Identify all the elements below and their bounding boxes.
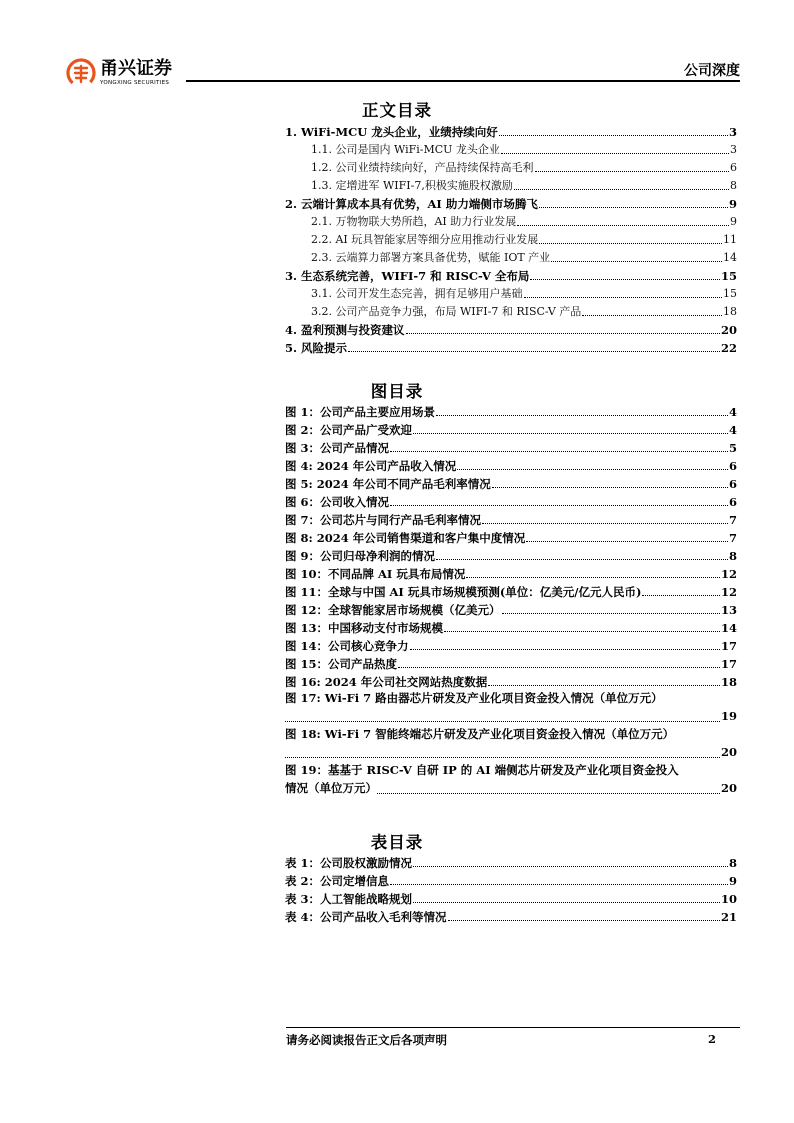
toc-entry-text: 1.2. 公司业绩持续向好，产品持续保持高毛利	[311, 161, 534, 174]
toc-entry-text: 3.1. 公司开发生态完善，拥有足够用户基础	[311, 287, 523, 300]
figure-entry-text: 图 5: 2024 年公司不同产品毛利率情况	[285, 477, 491, 491]
figure-entry-page: 6	[728, 459, 737, 473]
figure-entry[interactable]	[285, 725, 737, 761]
figure-entry-page: 7	[728, 513, 737, 527]
figure-entry-page: 8	[728, 549, 737, 563]
dot-leader	[444, 631, 720, 632]
dot-leader	[517, 225, 729, 226]
figure-entry-text: 图 6：公司收入情况	[285, 495, 390, 509]
report-category: 公司深度	[684, 63, 740, 79]
table-entry[interactable]	[285, 870, 737, 888]
dot-leader	[488, 685, 720, 686]
toc-entry[interactable]	[285, 139, 737, 157]
disclaimer-note: 请务必阅读报告正文后各项声明	[286, 1033, 447, 1047]
toc-entry[interactable]	[285, 301, 737, 319]
dot-leader	[448, 920, 720, 921]
table-entry-page: 21	[720, 910, 737, 924]
toc-entry-text: 3.2. 公司产品竞争力强，布局 WIFI-7 和 RISC-V 产品	[311, 305, 582, 318]
toc-entry-text: 1.3. 定增进军 WIFI-7,积极实施股权激励	[311, 179, 513, 192]
figure-entry-text: 图 8: 2024 年公司销售渠道和客户集中度情况	[285, 531, 526, 545]
toc-entry-page: 22	[720, 341, 737, 355]
toc-list	[285, 121, 737, 355]
figure-entry-text: 图 19：基基于 RISC-V 自研 IP 的 AI 端侧芯片研发及产业化项目资金投入	[285, 763, 679, 777]
dot-leader	[539, 207, 728, 208]
toc-title: 正文目录	[362, 101, 432, 120]
dot-leader	[642, 595, 720, 596]
brand-logo-icon	[66, 58, 96, 88]
toc-entry-page: 18	[723, 305, 737, 318]
table-entry-page: 8	[728, 856, 737, 870]
dot-leader	[398, 667, 720, 668]
toc-entry[interactable]	[285, 211, 737, 229]
figure-entry-text: 图 17: Wi-Fi 7 路由器芯片研发及产业化项目资金投入情况（单位万元）	[285, 691, 663, 705]
figure-entry[interactable]	[285, 671, 737, 689]
figure-entry-text: 图 15：公司产品热度	[285, 657, 398, 671]
figure-entry-text: 图 18: Wi-Fi 7 智能终端芯片研发及产业化项目资金投入情况（单位万元）	[285, 727, 675, 741]
figure-entry-page: 20	[720, 781, 737, 795]
toc-entry-page: 8	[730, 179, 737, 192]
toc-entry[interactable]	[285, 157, 737, 175]
figure-entry-page: 6	[728, 495, 737, 509]
toc-entry[interactable]	[285, 175, 737, 193]
dot-leader	[436, 559, 728, 560]
dot-leader	[535, 171, 730, 172]
dot-leader	[466, 577, 720, 578]
dot-leader	[410, 649, 720, 650]
figure-entry[interactable]	[285, 473, 737, 491]
figures-list	[285, 401, 737, 797]
toc-entry-page: 3	[728, 125, 737, 139]
figure-entry[interactable]	[285, 617, 737, 635]
figure-entry-text: 图 9：公司归母净利润的情况	[285, 549, 436, 563]
toc-entry-page: 11	[723, 233, 737, 246]
figure-entry-page: 4	[728, 423, 737, 437]
toc-entry[interactable]	[285, 283, 737, 301]
figure-entry[interactable]	[285, 437, 737, 455]
toc-entry[interactable]	[285, 193, 737, 211]
toc-entry[interactable]	[285, 229, 737, 247]
figure-entry-page: 5	[728, 441, 737, 455]
table-entry[interactable]	[285, 888, 737, 906]
toc-entry-text: 2. 云端计算成本具有优势，AI 助力端侧市场腾飞	[285, 197, 538, 211]
figure-entry-page: 4	[728, 405, 737, 419]
figure-entry-page: 17	[720, 657, 737, 671]
table-entry-page: 10	[720, 892, 737, 906]
table-entry-text: 表 1：公司股权激励情况	[285, 856, 413, 870]
tables-list	[285, 852, 737, 924]
dot-leader	[530, 279, 720, 280]
toc-entry-page: 6	[730, 161, 737, 174]
figure-entry-page: 13	[720, 603, 737, 617]
figure-entry-page: 7	[728, 531, 737, 545]
dot-leader	[406, 333, 720, 334]
figure-entry-text: 图 11：全球与中国 AI 玩具市场规模预测(单位：亿美元/亿元人民币)	[285, 585, 642, 599]
table-entry-text: 表 3：人工智能战略规划	[285, 892, 413, 906]
footer-rule	[286, 1027, 740, 1028]
dot-leader	[390, 884, 728, 885]
figure-entry[interactable]	[285, 491, 737, 509]
figure-entry-text: 图 12：全球智能家居市场规模（亿美元）	[285, 603, 501, 617]
figure-entry-text: 图 7：公司芯片与同行产品毛利率情况	[285, 513, 482, 527]
figures-title: 图目录	[370, 382, 424, 401]
toc-entry-page: 9	[728, 197, 737, 211]
dot-leader	[285, 757, 720, 758]
figure-entry-page: 14	[720, 621, 737, 635]
toc-entry-page: 20	[720, 323, 737, 337]
table-entry-text: 表 2：公司定增信息	[285, 874, 390, 888]
figure-entry[interactable]	[285, 401, 737, 419]
dot-leader	[285, 721, 720, 722]
table-entry[interactable]	[285, 852, 737, 870]
toc-entry-page: 14	[723, 251, 737, 264]
toc-entry-page: 15	[720, 269, 737, 283]
dot-leader	[526, 541, 728, 542]
figure-entry[interactable]	[285, 653, 737, 671]
brand-logo	[66, 58, 172, 88]
figure-entry-text: 图 14：公司核心竞争力	[285, 639, 409, 653]
figure-entry[interactable]	[285, 635, 737, 653]
toc-entry-text: 4. 盈利预测与投资建议	[285, 323, 405, 337]
figure-entry[interactable]	[285, 509, 737, 527]
figure-entry-text: 图 2：公司产品广受欢迎	[285, 423, 413, 437]
table-entry[interactable]	[285, 906, 737, 924]
header-rule	[186, 80, 740, 82]
figure-entry-page: 19	[720, 709, 737, 723]
dot-leader	[539, 243, 722, 244]
toc-entry[interactable]	[285, 265, 737, 283]
figure-entry[interactable]	[285, 563, 737, 581]
toc-entry-text: 5. 风险提示	[285, 341, 348, 355]
dot-leader	[348, 351, 720, 352]
figure-entry-text: 图 4: 2024 年公司产品收入情况	[285, 459, 457, 473]
figure-entry[interactable]	[285, 761, 737, 797]
figure-entry[interactable]	[285, 455, 737, 473]
dot-leader	[501, 153, 729, 154]
toc-entry-text: 2.1. 万物物联大势所趋，AI 助力行业发展	[311, 215, 517, 228]
figure-entry-page: 12	[720, 567, 737, 581]
dot-leader	[377, 793, 720, 794]
toc-entry[interactable]	[285, 247, 737, 265]
toc-entry[interactable]	[285, 337, 737, 355]
figure-entry-page: 6	[728, 477, 737, 491]
toc-entry[interactable]	[285, 319, 737, 337]
toc-entry-text: 2.2. AI 玩具智能家居等细分应用推动行业发展	[311, 233, 539, 246]
dot-leader	[413, 866, 728, 867]
figure-entry-text-cont: 情况（单位万元）	[285, 781, 377, 795]
figure-entry-page: 18	[720, 675, 737, 689]
dot-leader	[457, 469, 728, 470]
toc-entry-text: 2.3. 云端算力部署方案具备优势，赋能 IOT 产业	[311, 251, 551, 264]
toc-entry-page: 3	[730, 143, 737, 156]
figure-entry-page: 12	[720, 585, 737, 599]
table-entry-text: 表 4：公司产品收入毛利等情况	[285, 910, 447, 924]
dot-leader	[492, 487, 728, 488]
dot-leader	[436, 415, 728, 416]
figure-entry[interactable]	[285, 419, 737, 437]
dot-leader	[482, 523, 728, 524]
dot-leader	[524, 297, 723, 298]
dot-leader	[390, 505, 728, 506]
figure-entry-text: 图 10：不同品牌 AI 玩具布局情况	[285, 567, 466, 581]
toc-entry-text: 3. 生态系统完善，WIFI-7 和 RISC-V 全布局	[285, 269, 530, 283]
tables-title: 表目录	[370, 833, 424, 852]
dot-leader	[390, 451, 728, 452]
toc-entry-page: 15	[723, 287, 737, 300]
dot-leader	[551, 261, 722, 262]
dot-leader	[413, 902, 720, 903]
figure-entry[interactable]	[285, 527, 737, 545]
toc-entry-page: 9	[730, 215, 737, 228]
figure-entry[interactable]	[285, 545, 737, 563]
brand-name: 甬兴证券	[100, 57, 172, 79]
figure-entry-page: 17	[720, 639, 737, 653]
figure-entry-text: 图 3：公司产品情况	[285, 441, 390, 455]
figure-entry-text: 图 16: 2024 年公司社交网站热度数据	[285, 675, 488, 689]
toc-entry[interactable]	[285, 121, 737, 139]
toc-entry-text: 1.1. 公司是国内 WiFi-MCU 龙头企业	[311, 143, 500, 156]
dot-leader	[582, 315, 722, 316]
brand-name-en: YONGXING SECURITIES	[100, 79, 170, 86]
figure-entry-text: 图 1：公司产品主要应用场景	[285, 405, 436, 419]
dot-leader	[502, 613, 720, 614]
figure-entry[interactable]	[285, 599, 737, 617]
figure-entry[interactable]	[285, 581, 737, 599]
dot-leader	[413, 433, 728, 434]
figure-entry-page: 20	[720, 745, 737, 759]
table-entry-page: 9	[728, 874, 737, 888]
dot-leader	[499, 135, 728, 136]
figure-entry[interactable]	[285, 689, 737, 725]
dot-leader	[514, 189, 729, 190]
page-number: 2	[707, 1032, 716, 1046]
figure-entry-text: 图 13：中国移动支付市场规模	[285, 621, 444, 635]
toc-entry-text: 1. WiFi-MCU 龙头企业，业绩持续向好	[285, 125, 498, 139]
